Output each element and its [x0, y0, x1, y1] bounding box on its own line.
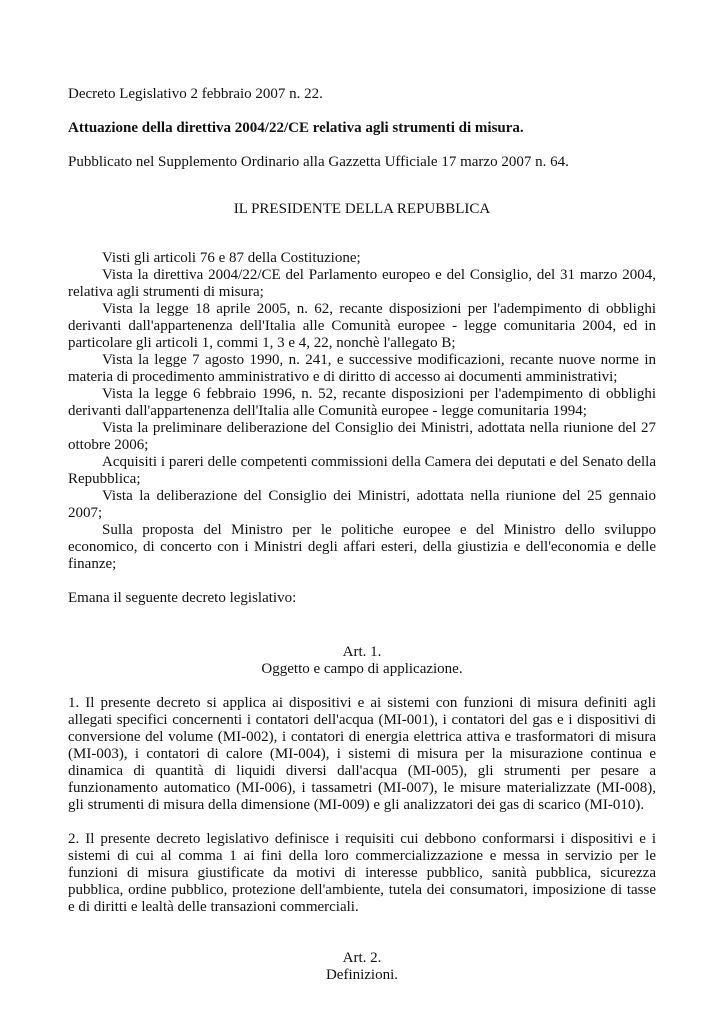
article-1-paragraph-1: 1. Il presente decreto si applica ai dispositivi e ai sistemi con funzioni di misura definiti agli allegati specifici concernenti i contatori dell'acqua (MI-001), i contatori del gas e i dispositivi di conversione del volume (MI-002), i contatori di energia elettrica attiva e trasformatori di misura (MI-003), i contatori di calore (MI-004), i sistemi di misura per la misurazione continua e dinamica di quantità di liquidi diversi dall'acqua (MI-005), gli strumenti per pesare a funzionamento automatico (MI-006), i tassametri (MI-007), le misure materializzate (MI-008), gli strumenti di misura della dimensione (MI-009) e gli analizzatori dei gas di scarico (MI-010). [68, 695, 656, 813]
article-1-paragraph-2: 2. Il presente decreto legislativo definisce i requisiti cui debbono conformarsi i dispositivi e i sistemi di cui al comma 1 ai fini della loro commercializzazione e messa in servizio per le funzioni di misura giustificate da motivi di interesse pubblico, sanità pubblica, sicurezza pubblica, ordine pubblico, protezione dell'ambiente, tutela dei consumatori, imposizione di tasse e di diritti e lealtà delle transazioni commerciali. [68, 831, 656, 915]
article-1-number: Art. 1. [342, 644, 382, 660]
preamble-item: Visti gli articoli 76 e 87 della Costituzione; [102, 250, 361, 266]
preamble-item: Vista la deliberazione del Consiglio dei Ministri, adottata nella riunione del 25 gennaio 2007; [68, 488, 656, 521]
article-2-heading: Definizioni. [325, 967, 399, 983]
preamble-item: Sulla proposta del Ministro per le politiche europee e del Ministro dello sviluppo economico, di concerto con i Ministri degli affari esteri, della giustizia e dell'economia e delle finanze; [68, 522, 656, 572]
preamble [68, 250, 656, 573]
decree-line: Decreto Legislativo 2 febbraio 2007 n. 22. [68, 86, 323, 102]
article-2-number: Art. 2. [342, 950, 382, 966]
preamble-item: Acquisiti i pareri delle competenti commissioni della Camera dei deputati e del Senato della Repubblica; [68, 454, 656, 487]
article-1-heading: Oggetto e campo di applicazione. [261, 661, 463, 677]
decree-title: Attuazione della direttiva 2004/22/CE relativa agli strumenti di misura. [68, 120, 524, 136]
enactment-line: Emana il seguente decreto legislativo: [68, 590, 297, 606]
preamble-item: Vista la preliminare deliberazione del Consiglio dei Ministri, adottata nella riunione del 27 ottobre 2006; [68, 420, 656, 453]
document-body [68, 86, 656, 984]
preamble-item: Vista la legge 6 febbraio 1996, n. 52, recante disposizioni per l'adempimento di obblighi derivanti dall'appartenenza dell'Italia alle Comunità europee - legge comunitaria 1994; [68, 386, 656, 419]
preamble-item: Vista la legge 18 aprile 2005, n. 62, recante disposizioni per l'adempimento di obblighi derivanti dall'appartenenza dell'Italia alle Comunità europee - legge comunitaria 2004, ed in particolare gli articoli 1, commi 1, 3 e 4, 22, nonchè l'allegato B; [68, 301, 656, 351]
publication-line: Pubblicato nel Supplemento Ordinario alla Gazzetta Ufficiale 17 marzo 2007 n. 64. [68, 154, 569, 170]
preamble-item: Vista la direttiva 2004/22/CE del Parlamento europeo e del Consiglio, del 31 marzo 2004, relativa agli strumenti di misura; [68, 267, 656, 300]
preamble-item: Vista la legge 7 agosto 1990, n. 241, e successive modificazioni, recante nuove norme in materia di procedimento amministrativo e di diritto di accesso ai documenti amministrativi; [68, 352, 656, 385]
president-heading: IL PRESIDENTE DELLA REPUBBLICA [233, 201, 491, 217]
